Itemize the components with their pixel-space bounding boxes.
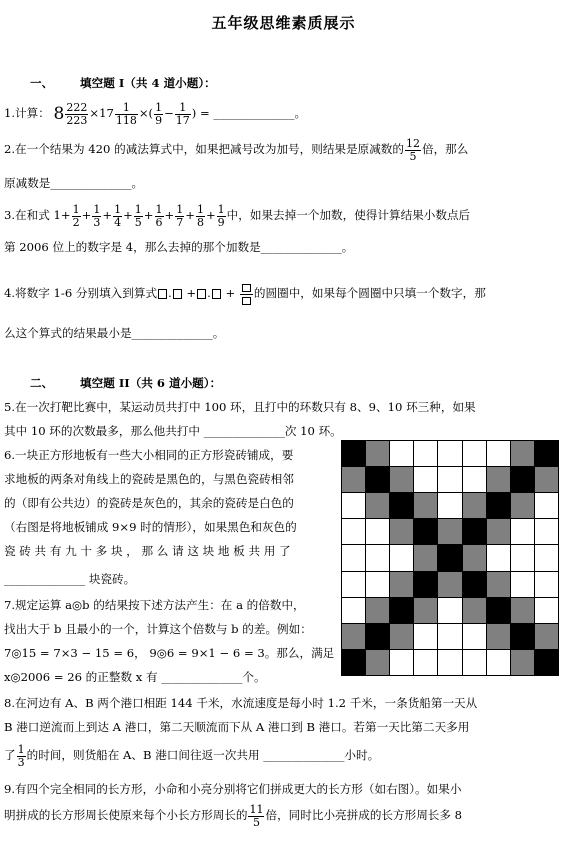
white-tile	[487, 650, 510, 675]
white-tile	[414, 441, 437, 466]
white-tile	[390, 650, 413, 675]
gray-tile	[366, 441, 389, 466]
gray-tile	[463, 598, 486, 623]
white-tile	[438, 624, 461, 649]
gray-tile	[463, 545, 486, 570]
white-tile	[463, 650, 486, 675]
question-9-line-2: 明拼成的长方形周长使原来每个小长方形周长的 $\frac{11}{5}$ 倍，同时比小亮拼成的长方形周长多 8	[4, 802, 463, 829]
question-9-line-1: 9.有四个完全相同的长方形，小命和小亮分别将它们拼成更大的长方形（如右图）。如果小	[4, 782, 462, 796]
white-tile	[487, 441, 510, 466]
q3-fraction: $\frac{1}{7}$	[176, 202, 184, 229]
white-tile	[366, 545, 389, 570]
question-3-line-1: 3.在和式 1+ $\frac{1}{2}$ + $\frac{1}{3}$ + $\frac{1}{4}$ + $\frac{1}{5}$ + $\frac{1}{6}$ + $\frac{1}{7}$ + $\frac{1}{8}$ + $\frac{1}{9}$ 中，如果去掉一个加数，使得计算结果小数点后	[4, 202, 471, 229]
gray-tile	[487, 572, 510, 597]
white-tile	[414, 467, 437, 492]
white-tile	[511, 545, 534, 570]
white-tile	[390, 545, 413, 570]
question-5-line-2: 其中 10 环的次数最多，那么他共打中 ______________次 10 环。	[4, 424, 342, 438]
gray-tile	[438, 519, 461, 544]
question-7-line-3: 7◎15 = 7×3 − 15 = 6， 9◎6 = 9×1 − 6 = 3。那么，满足	[4, 646, 335, 660]
black-tile	[487, 493, 510, 518]
q3-fraction: $\frac{1}{2}$	[72, 202, 80, 229]
question-6-line-4: （右图是将地板铺成 9×9 时的情形），如果黑色和灰色的	[4, 520, 297, 534]
white-tile	[390, 441, 413, 466]
white-tile	[511, 572, 534, 597]
gray-tile	[511, 650, 534, 675]
white-tile	[487, 545, 510, 570]
black-tile	[414, 572, 437, 597]
white-tile	[366, 519, 389, 544]
white-tile	[535, 493, 558, 518]
question-6-line-1: 6.一块正方形地板有一些大小相同的正方形瓷砖铺成，要	[4, 448, 294, 462]
white-tile	[535, 519, 558, 544]
black-tile	[342, 441, 365, 466]
question-8-line-1: 8.在河边有 A、B 两个港口相距 144 千米，水流速度是每小时 1.2 千米，一条货船第一天从	[4, 696, 478, 710]
black-tile	[390, 598, 413, 623]
white-tile	[342, 572, 365, 597]
gray-tile	[342, 624, 365, 649]
question-2-line-1: 2.在一个结果为 420 的减法算式中，如果把减号改为加号，则结果是原减数的 $\frac{12}{5}$ 倍，那么	[4, 136, 469, 163]
white-tile	[438, 493, 461, 518]
q3-fraction: $\frac{1}{6}$	[155, 202, 163, 229]
black-tile	[535, 441, 558, 466]
white-tile	[438, 467, 461, 492]
page-title: 五年级思维素质展示	[211, 14, 356, 32]
section1-heading: 填空题 I（共 4 道小题）：	[80, 76, 216, 90]
question-4-line-2: 么这个算式的结果最小是______________。	[4, 326, 225, 340]
q3-fraction: $\frac{1}{3}$	[93, 202, 101, 229]
gray-tile	[390, 519, 413, 544]
question-5-line-1: 5.在一次打靶比赛中，某运动员共打中 100 环，且打中的环数只有 8、9、10 环三种，如果	[4, 400, 476, 414]
section2-heading: 填空题 II（共 6 道小题）：	[80, 376, 222, 390]
question-7-line-1: 7.规定运算 a◎b 的结果按下述方法产生：在 a 的倍数中，	[4, 598, 305, 612]
black-tile	[342, 650, 365, 675]
gray-tile	[414, 598, 437, 623]
q3-fraction: $\frac{1}{4}$	[114, 202, 122, 229]
gray-tile	[511, 441, 534, 466]
white-tile	[463, 467, 486, 492]
black-tile	[463, 572, 486, 597]
gray-tile	[487, 467, 510, 492]
section2-number: 二、	[30, 376, 54, 390]
gray-tile	[390, 467, 413, 492]
white-tile	[414, 650, 437, 675]
gray-tile	[390, 572, 413, 597]
white-tile	[438, 650, 461, 675]
question-8-line-3: 了 $\frac{1}{3}$ 的时间，则货船在 A、B 港口间往返一次共用 ______________小时。	[4, 742, 380, 769]
black-tile	[366, 624, 389, 649]
black-tile	[487, 598, 510, 623]
white-tile	[511, 519, 534, 544]
black-tile	[511, 467, 534, 492]
black-tile	[366, 467, 389, 492]
gray-tile	[414, 493, 437, 518]
question-7-line-2: 找出大于 b 且最小的一个，计算这个倍数与 b 的差。例如：	[4, 622, 312, 636]
white-tile	[438, 598, 461, 623]
question-1: 1.计算： 8 $\frac{222}{223}$ ×17 $\frac{1}{118}$ ×( $\frac{1}{9}$ − $\frac{1}{17}$ ) = ______________。	[4, 100, 307, 127]
q3-fraction: $\frac{1}{5}$	[134, 202, 142, 229]
gray-tile	[535, 467, 558, 492]
question-7-line-4: x◎2006 = 26 的正整数 x 有 ______________个。	[4, 670, 266, 684]
question-2-line-2: 原减数是______________。	[4, 176, 144, 190]
question-6-line-2: 求地板的两条对角线上的瓷砖是黑色的，与黑色瓷砖相邻	[4, 472, 294, 486]
white-tile	[342, 598, 365, 623]
gray-tile	[511, 598, 534, 623]
white-tile	[535, 598, 558, 623]
tile-floor-figure	[341, 440, 559, 676]
gray-tile	[390, 624, 413, 649]
black-tile	[535, 650, 558, 675]
gray-tile	[487, 519, 510, 544]
black-tile	[511, 624, 534, 649]
section1-number: 一、	[30, 76, 54, 90]
gray-tile	[511, 493, 534, 518]
black-tile	[463, 519, 486, 544]
white-tile	[438, 441, 461, 466]
gray-tile	[487, 624, 510, 649]
gray-tile	[366, 493, 389, 518]
gray-tile	[535, 624, 558, 649]
black-tile	[414, 519, 437, 544]
white-tile	[342, 545, 365, 570]
question-3-line-2: 第 2006 位上的数字是 4，那么去掉的那个加数是______________。	[4, 240, 354, 254]
white-tile	[342, 493, 365, 518]
white-tile	[535, 545, 558, 570]
white-tile	[535, 572, 558, 597]
gray-tile	[463, 493, 486, 518]
gray-tile	[366, 650, 389, 675]
gray-tile	[438, 572, 461, 597]
gray-tile	[414, 545, 437, 570]
question-8-line-2: B 港口逆流而上到达 A 港口，第二天顺流而下从 A 港口到 B 港口。若第一天比第二天多用	[4, 720, 470, 734]
white-tile	[366, 572, 389, 597]
q3-fraction: $\frac{1}{9}$	[217, 202, 225, 229]
white-tile	[463, 441, 486, 466]
white-tile	[414, 624, 437, 649]
question-6-line-6: ______________ 块瓷砖。	[4, 572, 136, 586]
black-tile	[390, 493, 413, 518]
question-4-line-1: 4.将数字 1-6 分别填入到算式 . + . + 的圆圈中，如果每个圆圈中只填一个数字，那	[4, 278, 486, 308]
question-6-line-5: 瓷 砖 共 有 九 十 多 块 ， 那 么 请 这 块 地 板 共 用 了	[4, 544, 291, 558]
gray-tile	[366, 598, 389, 623]
black-tile	[438, 545, 461, 570]
q3-fraction: $\frac{1}{8}$	[196, 202, 204, 229]
white-tile	[342, 519, 365, 544]
white-tile	[463, 624, 486, 649]
gray-tile	[342, 467, 365, 492]
question-6-line-3: 的（即有公共边）的瓷砖是灰色的，其余的瓷砖是白色的	[4, 496, 294, 510]
